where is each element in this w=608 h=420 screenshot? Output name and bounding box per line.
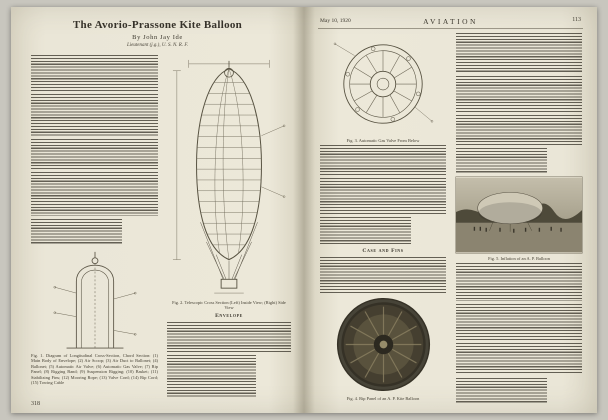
article-byline-rank: Lieutenant (j.g.), U. S. N. R. F. [126, 43, 188, 48]
body-text-block [456, 33, 582, 73]
fig3-gas-valve-diagram [327, 37, 439, 135]
body-text-block [320, 257, 446, 293]
section-subhead-case-and-fins: Case and Fins [362, 248, 404, 255]
left-page-column-1 [31, 55, 158, 387]
body-text-block [31, 55, 158, 91]
article-byline: By John Jay Ide [132, 34, 183, 41]
fig1-caption: Fig. 1. Diagram of Longitudinal Cross-Section, Chord Section: (1) Main Body of Envelope; (2) Air Scoop; (3) Air Duct to Ballonet; (4) Ballonet; (5) Automatic Air Valve; (6) Automatic Gas Valve; (7) Rip Panel; (8) Rigging Band; (9) Suspension Rigging; (10) Basket; (11) Stabilizing Fins; (12) Mooring Rope; (13) Valve Cord; (14) Rip Cord; (15) Towing Cable [31, 353, 158, 386]
fig2-elevation-drawing [167, 57, 291, 297]
body-text-block [320, 217, 411, 245]
left-page-column-2 [167, 55, 291, 400]
body-text-block [456, 115, 582, 145]
fig4-rip-panel-photo [335, 296, 432, 393]
body-text-block [167, 355, 256, 397]
publication-name: AVIATION [423, 17, 478, 26]
page-left [11, 7, 304, 413]
article-title: The Avorio-Prassone Kite Balloon [72, 19, 243, 31]
body-text-block [320, 145, 446, 175]
right-page-column-1 [320, 35, 446, 404]
page-gutter-shadow [293, 7, 315, 413]
page-right [304, 7, 597, 413]
fig3-caption: Fig. 3. Automatic Gas Valve From Below [346, 138, 420, 143]
body-text-block [31, 219, 122, 245]
issue-date: May 10, 1920 [320, 18, 351, 24]
body-text-block [456, 76, 582, 112]
right-page-column-2 [456, 33, 582, 407]
left-page-number: 318 [31, 401, 40, 407]
body-text-block [31, 139, 158, 169]
body-text-block [456, 378, 547, 404]
header-rule [318, 28, 583, 29]
body-text-block [456, 148, 547, 174]
fig5-caption: Fig. 5. Inflation of an A. P. Balloon [488, 256, 550, 261]
fig2-caption: Fig. 2. Telescopic Cross Section (Left) Inside View; (Right) Side View [172, 300, 286, 311]
section-subhead-envelope: Envelope [215, 312, 243, 319]
body-text-block [31, 94, 158, 136]
running-head [304, 17, 597, 27]
body-text-block [456, 343, 582, 375]
body-text-block [456, 263, 582, 301]
right-page-number: 113 [572, 17, 581, 23]
fig1-cross-section-drawing [36, 248, 154, 350]
body-text-block [456, 304, 582, 340]
fig5-inflation-photo [456, 177, 582, 253]
body-text-block [31, 172, 158, 216]
paper-spread [11, 7, 597, 413]
fig4-caption: Fig. 4. Rip Panel of an A. P. Kite Balloon [346, 396, 420, 402]
body-text-block [167, 322, 291, 352]
body-text-block [320, 178, 446, 214]
